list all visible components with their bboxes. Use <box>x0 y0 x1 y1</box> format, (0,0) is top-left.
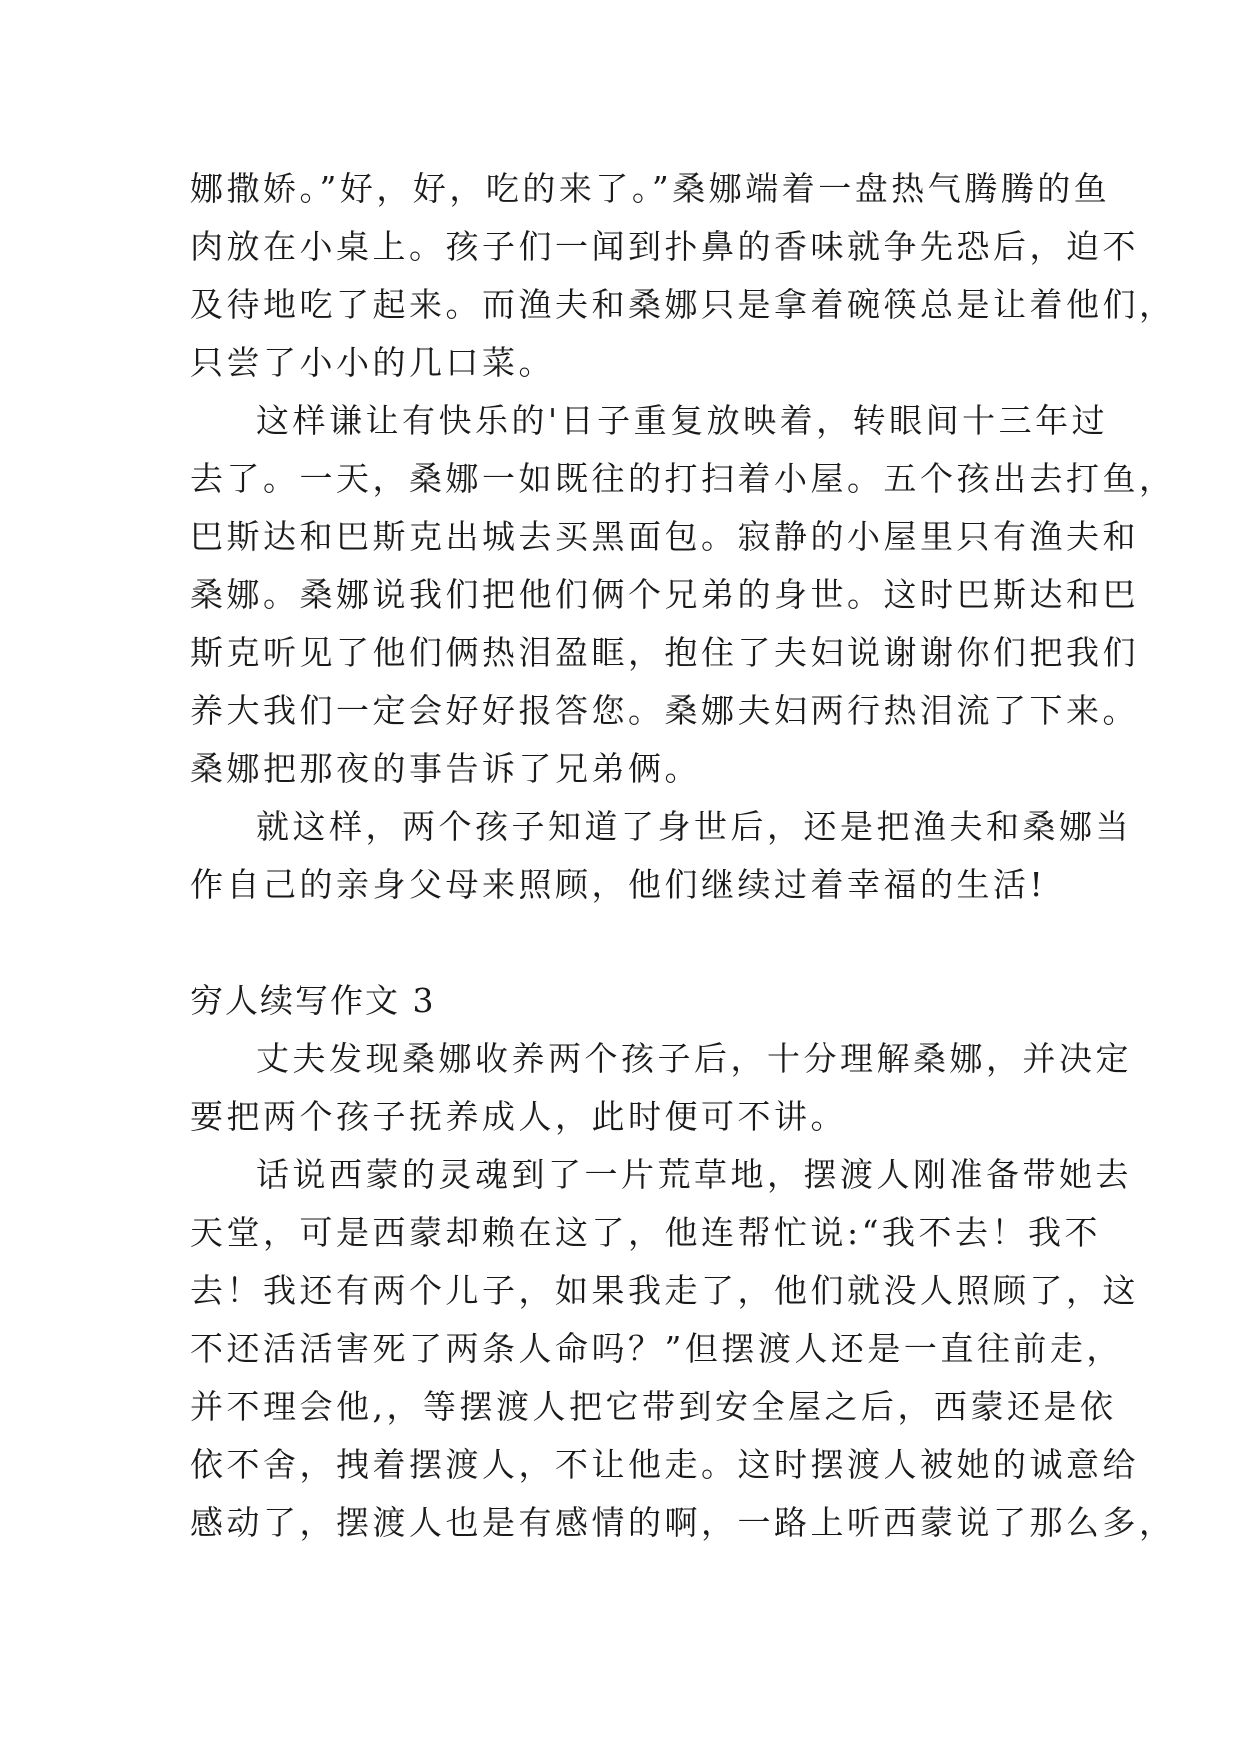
document-body <box>190 160 1176 1552</box>
text-line: 天堂，可是西蒙却赖在这了，他连帮忙说:“我不去！我不 <box>190 1213 1101 1252</box>
text-line: 依不舍，拽着摆渡人，不让他走。这时摆渡人被她的诚意给 <box>190 1445 1139 1484</box>
text-line: 娜撒娇。”好，好，吃的来了。”桑娜端着一盘热气腾腾的鱼 <box>190 169 1111 208</box>
paragraph-3 <box>190 798 1132 914</box>
text-line: 不还活活害死了两条人命吗？”但摆渡人还是一直往前走， <box>190 1329 1123 1368</box>
text-line: 养大我们一定会好好报答您。桑娜夫妇两行热泪流了下来。 <box>190 691 1139 730</box>
text-line: 作自己的亲身父母来照顾，他们继续过着幸福的生活! <box>190 865 1047 904</box>
text-line: 桑娜。桑娜说我们把他们俩个兄弟的身世。这时巴斯达和巴 <box>190 575 1139 614</box>
section-heading: 穷人续写作文 3 <box>190 981 436 1020</box>
text-line: 感动了，摆渡人也是有感情的啊，一路上听西蒙说了那么多， <box>190 1503 1176 1542</box>
paragraph-5 <box>190 1146 1176 1552</box>
text-line: 桑娜把那夜的事告诉了兄弟俩。 <box>190 749 701 788</box>
paragraph-1 <box>190 160 1176 392</box>
text-line: 去了。一天，桑娜一如既往的打扫着小屋。五个孩出去打鱼， <box>190 459 1176 498</box>
text-line: 就这样，两个孩子知道了身世后，还是把渔夫和桑娜当 <box>256 807 1132 846</box>
paragraph-4 <box>190 1030 1132 1146</box>
text-line: 斯克听见了他们俩热泪盈眶，抱住了夫妇说谢谢你们把我们 <box>190 633 1139 672</box>
text-line: 丈夫发现桑娜收养两个孩子后，十分理解桑娜，并决定 <box>256 1039 1132 1078</box>
text-line: 巴斯达和巴斯克出城去买黑面包。寂静的小屋里只有渔夫和 <box>190 517 1139 556</box>
text-line: 只尝了小小的几口菜。 <box>190 343 555 382</box>
text-line: 要把两个孩子抚养成人，此时便可不讲。 <box>190 1097 847 1136</box>
text-line: 这样谦让有快乐的'日子重复放映着，转眼间十三年过 <box>256 401 1109 440</box>
section-gap <box>190 914 1070 972</box>
text-line: 及待地吃了起来。而渔夫和桑娜只是拿着碗筷总是让着他们， <box>190 285 1176 324</box>
text-line: 肉放在小桌上。孩子们一闻到扑鼻的香味就争先恐后，迫不 <box>190 227 1139 266</box>
paragraph-2 <box>190 392 1176 798</box>
text-line: 话说西蒙的灵魂到了一片荒草地，摆渡人刚准备带她去 <box>256 1155 1132 1194</box>
text-line: 并不理会他,，等摆渡人把它带到安全屋之后，西蒙还是依 <box>190 1387 1117 1426</box>
text-line: 去！我还有两个儿子，如果我走了，他们就没人照顾了，这 <box>190 1271 1139 1310</box>
